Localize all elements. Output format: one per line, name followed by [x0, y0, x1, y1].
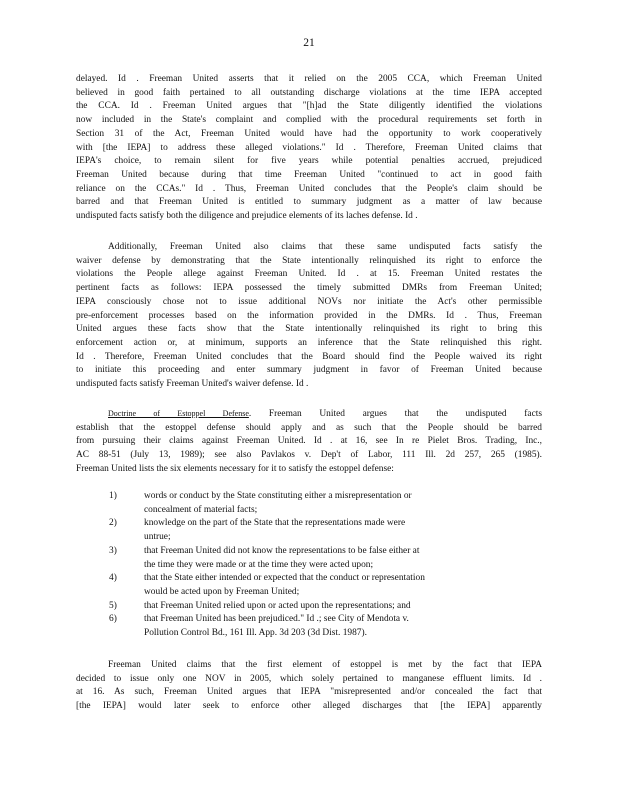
text-line: from pursuing their claims against Freeman United. Id . at 16, see In re Pielet Bros. Trading, Inc., [76, 436, 542, 447]
text-line: pre-enforcement processes based on the information provided in the DMRs. Id . Thus, Freeman [76, 310, 542, 321]
text-line: United argues these facts show that the State intentionally relinquished its right to bring this [76, 324, 542, 335]
list-number: 1) [109, 491, 117, 501]
list-number: 2) [109, 518, 117, 529]
text-line: IEPA consciously chose not to issue additional NOVs nor initiate the Act's other permissible [76, 296, 542, 307]
text-line: believed in good faith pertained to all outstanding discharge violations at the time IEPA accepted [76, 87, 542, 98]
list-number: 5) [109, 600, 117, 611]
list-item [76, 517, 542, 544]
text-line [76, 407, 542, 422]
list-number: 6) [109, 614, 117, 625]
list-line: would be acted upon by Freeman United; [144, 586, 300, 597]
list-item [76, 600, 542, 614]
list-line: the time they were made or at the time they were acted upon; [144, 559, 374, 570]
text-line: pertinent facts as follows: IEPA possessed the timely submitted DMRs from Freeman United; [76, 283, 542, 294]
list-number: 3) [109, 545, 117, 556]
list-line: that Freeman United did not know the representations to be false either at [144, 545, 420, 556]
text-line: the CCA. Id . Freeman United argues that "[h]ad the State diligently identified the violations [76, 101, 542, 112]
text-line: reliance on the CCAs." Id . Thus, Freeman United concludes that the People's claim should be [76, 183, 542, 194]
list-line: words or conduct by the State constituting either a misrepresentation or [144, 491, 412, 501]
paragraph-first-element [76, 659, 542, 714]
paragraph-waiver [76, 241, 542, 392]
text-line: undisputed facts satisfy Freeman United's waiver defense. Id . [76, 379, 309, 390]
text-line: Freeman United because during that time Freeman United "continued to act in good faith [76, 169, 542, 180]
list-item [76, 572, 542, 599]
text-line: AC 88-51 (July 13, 1989); see also Pavlakos v. Dep't of Labor, 111 Ill. 2d 257, 265 (1985). [76, 450, 542, 461]
text-line: Additionally, Freeman United also claims that these same undisputed facts satisfy the [108, 242, 542, 252]
text-line: Id . Therefore, Freeman United concludes that the Board should find the People waived its right [76, 351, 542, 362]
text-line: barred and that Freeman United is entitled to summary judgment as a matter of law because [76, 197, 542, 208]
list-item [76, 613, 542, 640]
text-line: IEPA's choice, to remain silent for five years while potential penalties accrued, prejudiced [76, 156, 542, 167]
page-number: 21 [303, 37, 315, 49]
estoppel-elements-list [76, 490, 542, 641]
text-line: [the IEPA] would later seek to enforce other alleged discharges that [the IEPA] apparently [76, 701, 542, 712]
text-line: with [the IEPA] to address these alleged violations." Id . Therefore, Freeman United claims that [76, 142, 542, 153]
text-line: undisputed facts satisfy both the diligence and prejudice elements of its laches defense. Id . [76, 211, 418, 222]
text-line: to initiate this proceeding and enter summary judgment in favor of Freeman United because [76, 365, 542, 376]
text-line: delayed. Id . Freeman United asserts that it relied on the 2005 CCA, which Freeman United [76, 74, 542, 84]
list-item [76, 545, 542, 572]
paragraph-laches [76, 73, 542, 224]
text-line: establish that the estoppel defense should apply and as such that the People should be barred [76, 422, 542, 433]
list-line: Pollution Control Bd., 161 Ill. App. 3d 203 (3d Dist. 1987). [144, 628, 367, 639]
list-line: that Freeman United relied upon or acted upon the representations; and [144, 600, 411, 611]
section-heading: Doctrine of Estoppel Defense [108, 409, 249, 418]
list-number: 4) [109, 573, 117, 584]
list-item [76, 490, 542, 517]
text-line: now included in the State's complaint and complied with the procedural requirements set forth in [76, 115, 542, 126]
text-line: waiver defense by demonstrating that the State intentionally relinquished its right to enforce the [76, 255, 542, 266]
text-line: Freeman United lists the six elements necessary for it to satisfy the estoppel defense: [76, 463, 394, 474]
list-line: knowledge on the part of the State that the representations made were [144, 518, 406, 529]
heading-continuation: . Freeman United argues that the undisputed facts [248, 409, 543, 419]
paragraph-estoppel [76, 407, 542, 477]
text-line: Section 31 of the Act, Freeman United would have had the opportunity to work cooperatively [76, 128, 542, 139]
text-line: enforcement action or, at minimum, supports an inference that the State relinquished this right. [76, 337, 542, 348]
list-line: concealment of material facts; [144, 504, 258, 515]
list-line: untrue; [144, 532, 171, 543]
text-line: at 16. As such, Freeman United argues that IEPA "misrepresented and/or concealed the fact that [76, 687, 542, 698]
list-line: that Freeman United has been prejudiced." Id .; see City of Mendota v. [144, 614, 409, 625]
list-line: that the State either intended or expected that the conduct or representation [144, 573, 425, 584]
text-line: violations the People allege against Freeman United. Id . at 15. Freeman United restates the [76, 269, 542, 280]
text-line: decided to issue only one NOV in 2005, which solely pertained to manganese effluent limits. Id . [76, 673, 542, 684]
text-line: Freeman United claims that the first element of estoppel is met by the fact that IEPA [108, 660, 542, 670]
